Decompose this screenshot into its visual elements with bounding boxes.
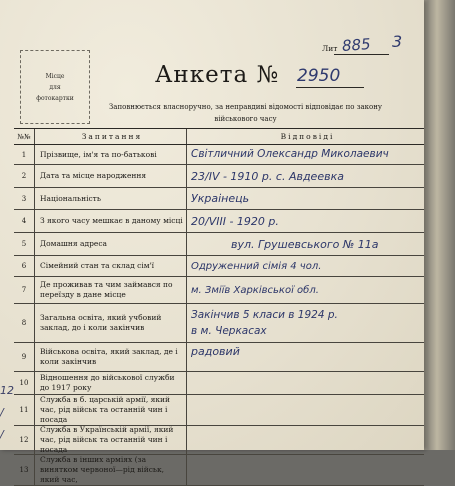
form-instruction: Заповнюється власноручно, за неправдиві відомості відповідає по закону військового часу — [108, 103, 383, 123]
row-number: 1 — [14, 145, 35, 164]
row-number: 11 — [14, 395, 35, 425]
row-question: Загальна освіта, який учбовий заклад, до і коли закінчив — [35, 304, 187, 342]
row-question: Військова освіта, який заклад, де і коли закінчив — [35, 343, 187, 371]
table-row — [14, 304, 424, 343]
row-question: Домашня адреса — [35, 233, 187, 255]
sheet-label: Лит — [322, 44, 338, 53]
row-number: 4 — [14, 210, 35, 232]
row-answer-cell — [187, 145, 424, 164]
row-number: 12 — [14, 426, 35, 454]
row-answer: Одруженний сімія 4 чол. — [191, 260, 322, 272]
row-answer-cell — [187, 233, 424, 255]
table-row — [14, 210, 424, 233]
row-question: Сімейний стан та склад сім'ї — [35, 256, 187, 276]
form-title: Анкета № — [155, 62, 280, 88]
row-number: 10 — [14, 372, 35, 394]
row-number: 9 — [14, 343, 35, 371]
form-number-line — [296, 87, 364, 88]
table-row — [14, 455, 424, 486]
row-answer-cell — [187, 188, 424, 209]
row-question: Дата та місце народження — [35, 165, 187, 187]
row-number: 6 — [14, 256, 35, 276]
row-answer-cell — [187, 395, 424, 425]
table-row — [14, 188, 424, 210]
row-number: 3 — [14, 188, 35, 209]
table-row — [14, 395, 424, 426]
row-answer-cell — [187, 277, 424, 303]
row-question: Служба в інших арміях (за винятком червоної—рід військ, який час, — [35, 455, 187, 485]
row-question: Служба в Українській армії, який час, рід військ та останній чин і посада — [35, 426, 187, 454]
margin-marks — [0, 380, 12, 446]
row-answer-cell — [187, 426, 424, 454]
photo-label-line-2: для — [49, 83, 61, 91]
corner-number: 3 — [392, 32, 403, 51]
row-answer-cell — [187, 210, 424, 232]
table-row — [14, 277, 424, 304]
row-answer: 23/IV - 1910 р. с. Авдеевка — [191, 169, 344, 183]
margin-mark: / — [0, 428, 4, 441]
row-answer: радовий — [191, 345, 240, 358]
table-row — [14, 145, 424, 165]
row-answer: м. Зміїв Харківської обл. — [191, 284, 319, 296]
questionnaire-table — [14, 128, 424, 486]
photo-label-line-1: Місце — [45, 72, 65, 80]
row-answer: Украінець — [191, 192, 250, 205]
table-row — [14, 343, 424, 372]
photo-label-line-3: фотокартки — [36, 94, 74, 102]
row-question: Служба в б. царській армії, який час, рід військ та останній чин і посада — [35, 395, 187, 425]
row-answer: Закінчив 5 класи в 1924 р. в м. Черкасах — [191, 309, 338, 337]
table-row — [14, 256, 424, 277]
row-question: Відношення до військової служби до 1917 року — [35, 372, 187, 394]
header-answer: Відповіді — [280, 132, 335, 141]
row-question: Де проживав та чим займався по переїзду в дане місце — [35, 277, 187, 303]
row-answer: 20/VIII - 1920 р. — [191, 214, 279, 228]
row-answer-cell — [187, 343, 424, 371]
table-row — [14, 426, 424, 455]
row-question: З якого часу мешкає в даному місці — [35, 210, 187, 232]
row-question: Прізвище, ім'я та по-батькові — [35, 145, 187, 164]
form-number: 2950 — [297, 66, 341, 86]
table-row — [14, 233, 424, 256]
table-row — [14, 165, 424, 188]
row-answer-cell — [187, 256, 424, 276]
row-answer-cell — [187, 455, 424, 485]
header-number: №№ — [14, 129, 35, 144]
header-question: Запитання — [35, 129, 187, 144]
row-number: 5 — [14, 233, 35, 255]
table-header-row — [14, 129, 424, 145]
row-answer-cell — [187, 165, 424, 187]
row-number: 7 — [14, 277, 35, 303]
row-answer-cell — [187, 304, 424, 342]
row-number: 2 — [14, 165, 35, 187]
row-number: 13 — [14, 455, 35, 485]
row-answer: вул. Грушевського № 11а — [231, 237, 379, 251]
row-number: 8 — [14, 304, 35, 342]
row-answer: Світличний Олександр Миколаевич — [191, 148, 389, 160]
row-answer-cell — [187, 372, 424, 394]
margin-mark: 12 — [0, 384, 14, 397]
photo-placeholder — [20, 50, 90, 124]
sheet-number: 885 — [341, 35, 372, 55]
row-question: Національність — [35, 188, 187, 209]
margin-mark: / — [0, 406, 4, 419]
table-row — [14, 372, 424, 395]
